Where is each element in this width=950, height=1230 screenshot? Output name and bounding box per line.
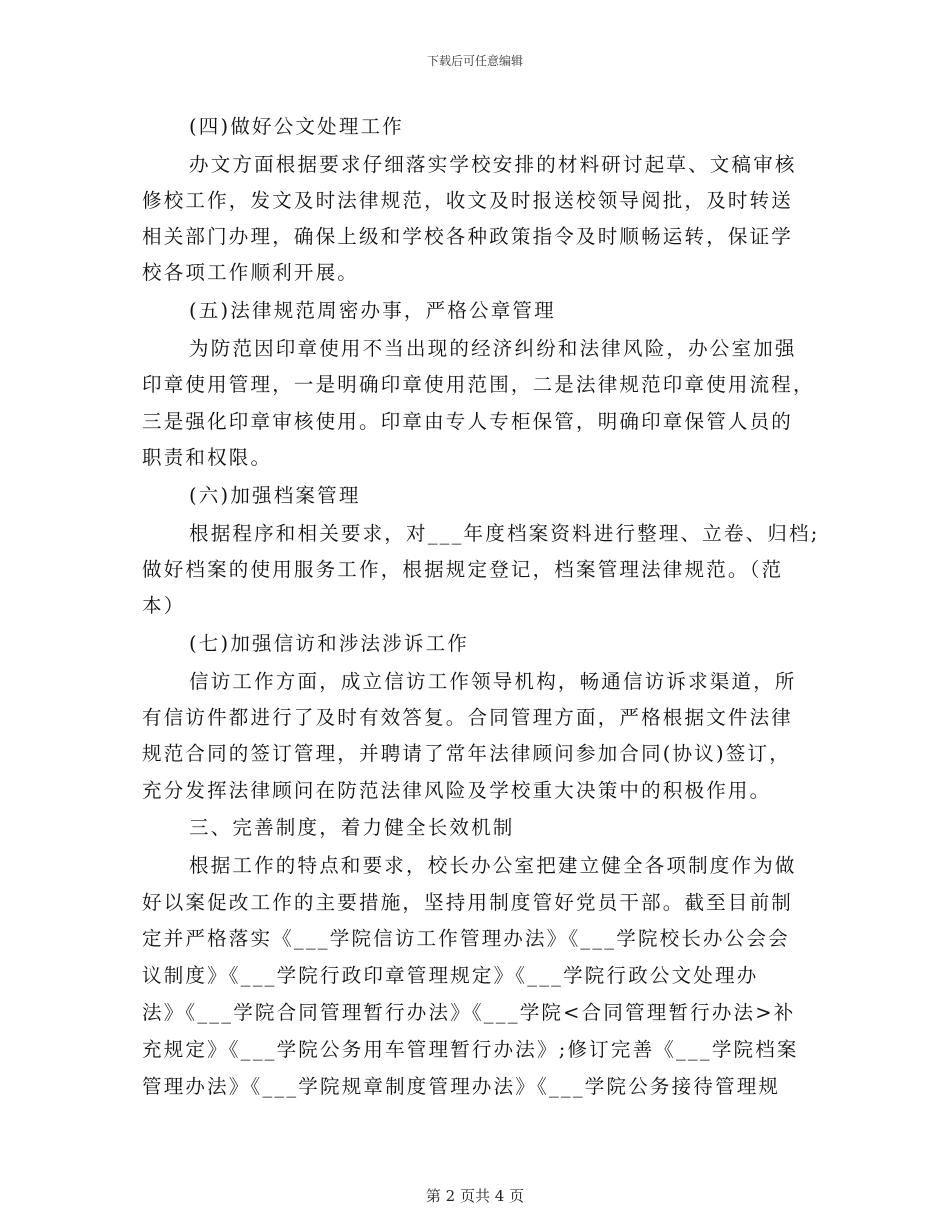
- paragraph-line: 做好档案的使用服务工作，根据规定登记，档案管理法律规范。（范: [142, 558, 784, 581]
- paragraph-line: 信访工作方面，成立信访工作领导机构，畅通信访诉求渠道，所: [189, 670, 797, 693]
- paragraph-line: 校各项工作顺利开展。: [142, 261, 360, 284]
- paragraph-line: 法》《___学院合同管理暂行办法》《___学院<合同管理暂行办法>补: [142, 1001, 796, 1024]
- paragraph-line: 修校工作，发文及时法律规范，收文及时报送校领导阅批，及时转送: [142, 189, 794, 212]
- paragraph-line: 定并严格落实《___学院信访工作管理办法》《___学院校长办公会会: [142, 927, 790, 950]
- paragraph-line: 印章使用管理，一是明确印章使用范围，二是法律规范印章使用流程，: [142, 373, 815, 396]
- page-header: 下载后可任意编辑: [426, 54, 523, 68]
- section-heading: (四)做好公文处理工作: [189, 115, 404, 138]
- paragraph-line: 充分发挥法律顾问在防范法律风险及学校重大决策中的积极作用。: [142, 779, 772, 802]
- paragraph-line: 根据程序和相关要求，对___年度档案资料进行整理、立卷、归档;: [189, 522, 820, 545]
- paragraph-line: 根据工作的特点和要求，校长办公室把建立健全各项制度作为做: [189, 854, 797, 877]
- paragraph-line: 相关部门办理，确保上级和学校各种政策指令及时顺畅运转，保证学: [142, 225, 794, 248]
- paragraph-line: 职责和权限。: [142, 446, 273, 469]
- paragraph-line: 规范合同的签订管理，并聘请了常年法律顾问参加合同(协议)签订，: [142, 742, 791, 765]
- paragraph-line: 为防范因印章使用不当出现的经济纠纷和法律风险，办公室加强: [189, 337, 797, 360]
- paragraph-line: 好以案促改工作的主要措施，坚持用制度管好党员干部。截至目前制: [142, 891, 794, 914]
- paragraph-line: 议制度》《___学院行政印章管理规定》《___学院行政公文处理办: [142, 964, 759, 987]
- section-heading: (六)加强档案管理: [189, 484, 361, 507]
- paragraph-line: 有信访件都进行了及时有效答复。合同管理方面，严格根据文件法律: [142, 706, 794, 729]
- page-footer: 第 2 页共 4 页: [425, 1187, 525, 1205]
- paragraph-line: 本）: [142, 594, 186, 617]
- paragraph-line: 三是强化印章审核使用。印章由专人专柜保管，明确印章保管人员的: [142, 410, 794, 433]
- section-heading: (五)法律规范周密办事，严格公章管理: [189, 299, 556, 322]
- paragraph-line: 办文方面根据要求仔细落实学校安排的材料研讨起草、文稿审核: [189, 153, 797, 176]
- paragraph-line: 充规定》《___学院公务用车管理暂行办法》;修订完善《___学院档案: [142, 1038, 799, 1061]
- paragraph-line: 管理办法》《___学院规章制度管理办法》《___学院公务接待管理规: [142, 1075, 781, 1098]
- section-heading: 三、完善制度，着力健全长效机制: [189, 816, 515, 839]
- section-heading: (七)加强信访和涉法涉诉工作: [189, 632, 470, 655]
